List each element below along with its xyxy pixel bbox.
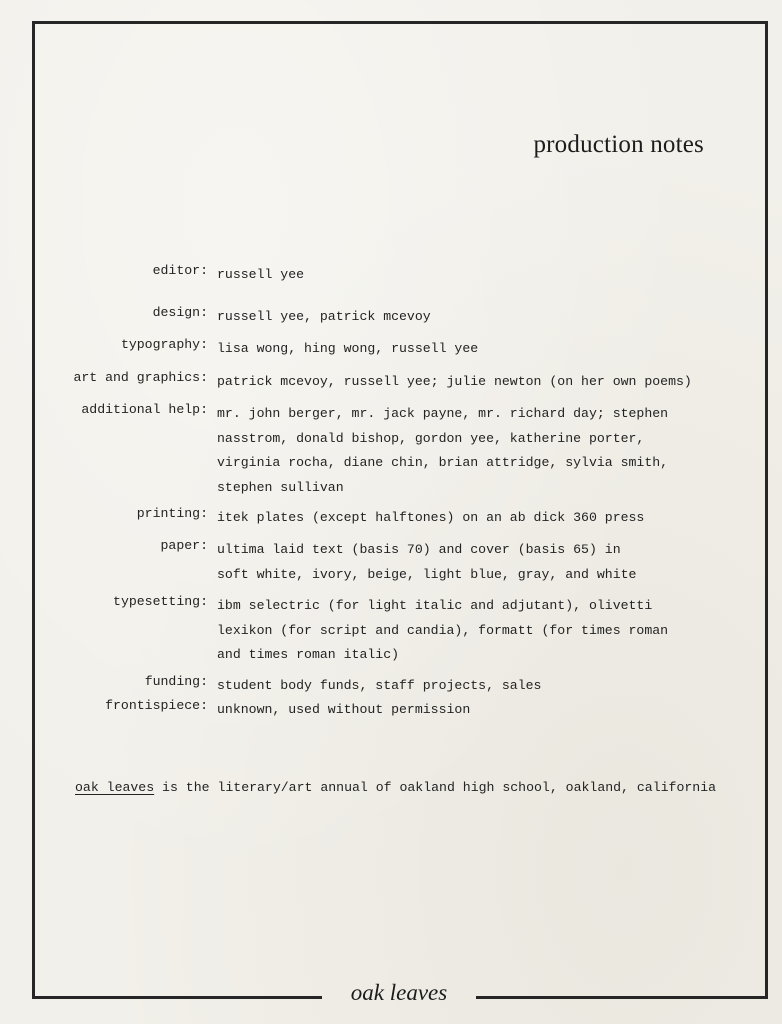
credit-line: lexikon (for script and candia), formatt (for times roman [217, 622, 669, 638]
credit-label: funding: [144, 674, 208, 689]
footer-publication-mark: oak leaves [350, 980, 448, 1005]
credit-line: russell yee, patrick mcevoy [217, 309, 431, 324]
credit-line: student body funds, staff projects, sales [217, 678, 542, 693]
credit-line: lisa wong, hing wong, russell yee [217, 341, 479, 356]
credit-value [217, 698, 470, 723]
credit-line: virginia rocha, diane chin, brian attridge, sylvia smith, [217, 455, 669, 470]
frame-border-left [32, 21, 35, 999]
credit-value [217, 337, 478, 362]
credit-label: printing: [136, 506, 208, 521]
credit-label: additional help: [81, 402, 208, 417]
credit-value [217, 263, 304, 288]
credit-value [217, 538, 636, 587]
frame-border-right [765, 21, 768, 999]
credit-line: mr. john berger, mr. jack payne, mr. richard day; stephen [217, 406, 669, 421]
credit-label: typesetting: [113, 594, 208, 609]
frame-border-bottom-left [32, 996, 322, 999]
credit-line: and times roman italic) [217, 647, 400, 662]
frame-border-top [32, 21, 768, 24]
credit-label: design: [152, 305, 208, 320]
page-title: production notes [533, 131, 704, 158]
credit-line: patrick mcevoy, russell yee; julie newton (on her own poems) [217, 374, 692, 389]
credit-label: frontispiece: [105, 698, 208, 713]
colophon-statement [75, 780, 716, 795]
credit-line: ultima laid text (basis 70) and cover (basis 65) in [217, 542, 621, 557]
publication-name: oak leaves [75, 780, 155, 795]
credit-line: stephen sullivan [217, 479, 344, 495]
credit-line: soft white, ivory, beige, light blue, gray, and white [217, 566, 637, 582]
credit-value [217, 402, 668, 500]
credit-line: russell yee [217, 267, 305, 282]
credit-value [217, 594, 668, 668]
credit-value [217, 305, 431, 330]
credit-line: unknown, used without permission [217, 702, 471, 717]
credit-value [217, 506, 644, 531]
credit-label: paper: [160, 538, 208, 553]
credit-value [217, 674, 541, 699]
credit-line: ibm selectric (for light italic and adjutant), olivetti [217, 598, 653, 613]
credit-label: typography: [120, 337, 208, 352]
credit-line: itek plates (except halftones) on an ab dick 360 press [217, 510, 645, 525]
credit-label: art and graphics: [73, 370, 208, 385]
frame-border-bottom-right [476, 996, 768, 999]
colophon-text: is the literary/art annual of oakland high school, oakland, california [154, 780, 717, 795]
credit-line: nasstrom, donald bishop, gordon yee, katherine porter, [217, 430, 645, 446]
credit-value [217, 370, 692, 395]
credit-label: editor: [152, 263, 208, 278]
